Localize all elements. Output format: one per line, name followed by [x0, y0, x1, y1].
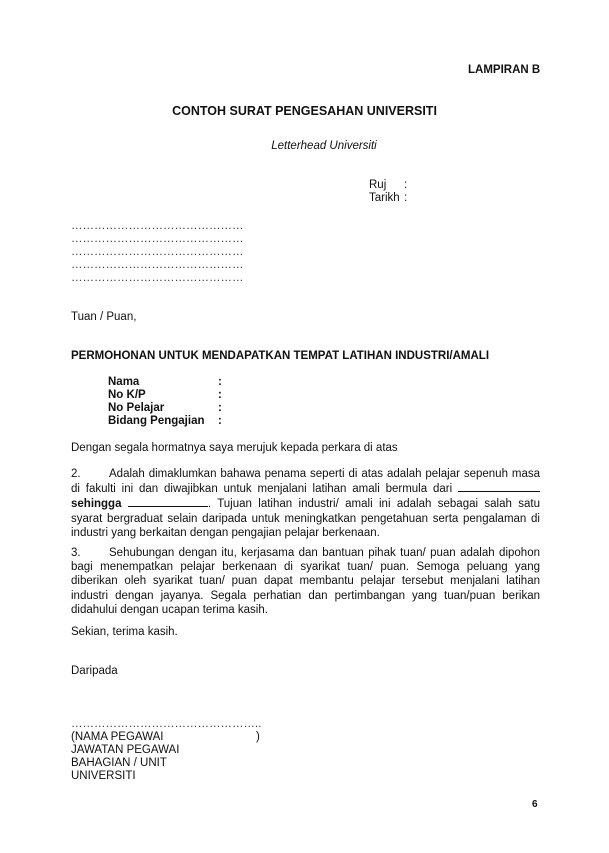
field-label: No K/P: [108, 389, 146, 401]
start-date-blank[interactable]: [458, 481, 540, 492]
field-colon: :: [218, 415, 222, 427]
officer-name: (NAMA PEGAWAI: [71, 731, 164, 743]
annex-label: LAMPIRAN B: [468, 64, 541, 76]
tarikh-label: Tarikh: [369, 192, 400, 204]
letter-subject: PERMOHONAN UNTUK MENDAPATKAN TEMPAT LATIHAN INDUSTRI/AMALI: [71, 350, 490, 362]
tarikh-colon: :: [404, 192, 408, 204]
reference-tarikh: [369, 192, 400, 204]
field-nopelajar: [108, 402, 222, 415]
paragraph-3: [71, 546, 540, 617]
officer-department: BAHAGIAN / UNIT: [71, 757, 167, 769]
document-title: CONTOH SURAT PENGESAHAN UNIVERSITI: [172, 104, 437, 118]
address-line: ………………………………………: [71, 259, 244, 271]
field-nama: [108, 376, 222, 389]
field-label: No Pelajar: [108, 402, 165, 414]
paragraph-number: 2.: [71, 468, 81, 480]
reference-ruj: [369, 179, 386, 191]
letterhead-placeholder: Letterhead Universiti: [271, 140, 377, 152]
from-label: Daripada: [71, 665, 118, 677]
field-label: Nama: [108, 376, 140, 388]
field-label: Bidang Pengajian: [108, 415, 205, 427]
address-line: ………………………………………: [71, 246, 244, 258]
ruj-label: Ruj: [369, 179, 387, 191]
address-line: ………………………………………: [71, 233, 244, 245]
para2-text-2: . Tujuan latihan industri/ amali ini adalah sebagai salah satu syarat bergraduat selain daripada untuk meningkatkan pengetahuan serta pengalaman di industri yang berkaitan dengan pengajian pelajar berkenaan.: [71, 498, 540, 539]
ruj-colon: :: [404, 179, 408, 191]
paragraph-2: [71, 467, 540, 540]
address-line: ………………………………………: [71, 272, 244, 284]
field-nokp: [108, 389, 222, 402]
intro-line: Dengan segala hormatnya saya merujuk kepada perkara di atas: [71, 442, 398, 454]
officer-position: JAWATAN PEGAWAI: [71, 744, 180, 756]
officer-name-close: ): [256, 731, 260, 743]
para2-text-1: Adalah dimaklumkan bahawa penama seperti di atas adalah pelajar sepenuh masa di fakulti ini dan diwajibkan untuk menjalani latihan amali bermula dari: [71, 468, 540, 496]
para3-text: Sehubungan dengan itu, kerjasama dan bantuan pihak tuan/ puan adalah dipohon bagi menempatkan pelajar berkenaan di syarikat tuan/ puan. Semoga peluang yang diberikan oleh syarikat tuan/ puan dapat membantu pelajar tersebut menjalani latihan industri dengan jayanya. Segala perhatian dan pertimbangan yang tuan/puan berikan didahului dengan ucapan terima kasih.: [71, 547, 540, 616]
field-colon: :: [218, 389, 222, 401]
field-colon: :: [218, 376, 222, 388]
page-number: 6: [532, 799, 538, 810]
signature-line: …………………………………………..: [71, 718, 262, 730]
sehingga-label: sehingga: [71, 498, 122, 511]
field-bidang: [108, 415, 222, 428]
closing: Sekian, terima kasih.: [71, 626, 178, 638]
salutation: Tuan / Puan,: [71, 311, 137, 323]
field-colon: :: [218, 402, 222, 414]
end-date-blank[interactable]: [128, 496, 208, 507]
paragraph-number: 3.: [71, 547, 81, 559]
officer-university: UNIVERSITI: [71, 770, 136, 782]
address-line: ………………………………………: [71, 220, 244, 232]
